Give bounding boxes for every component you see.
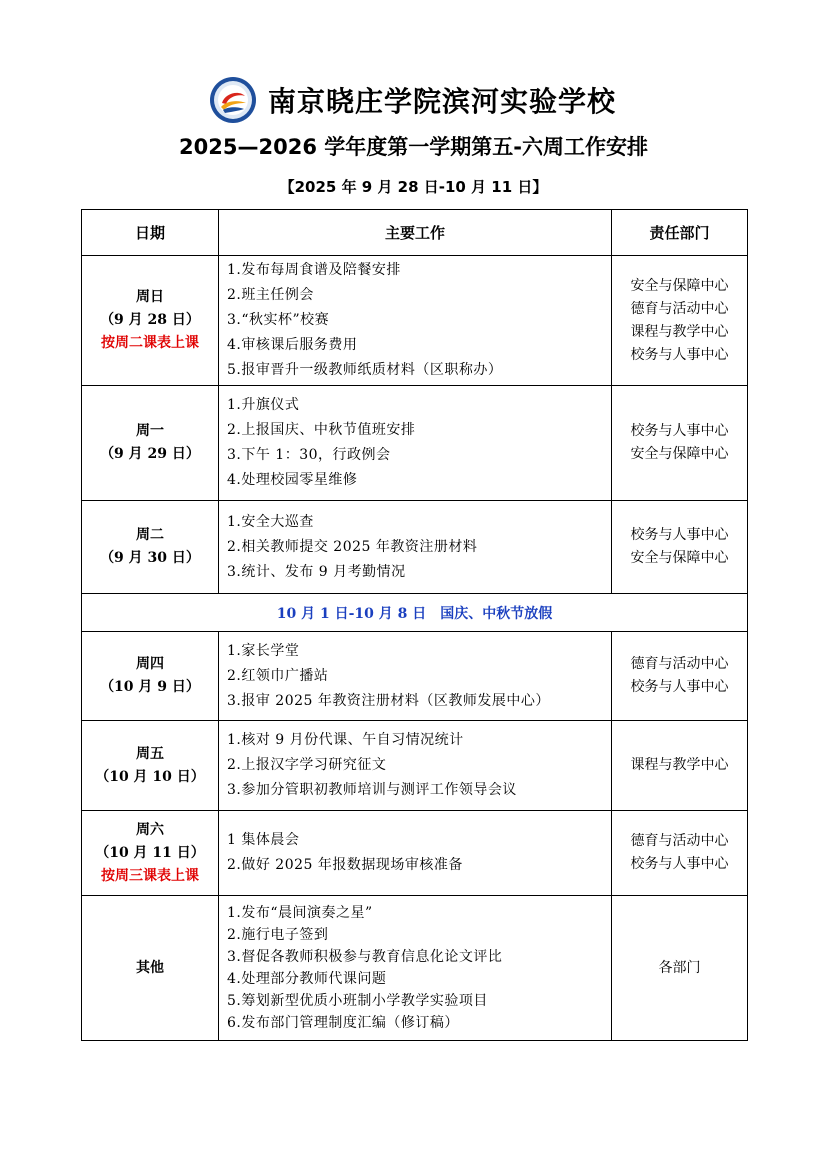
task-item: 3.下午 1：30，行政例会 xyxy=(227,447,391,463)
document-title: 2025—2026 学年度第一学期第五-六周工作安排 xyxy=(179,135,648,159)
dept-item: 安全与保障中心 xyxy=(630,277,729,294)
dept-item: 各部门 xyxy=(658,959,701,976)
task-item: 4.审核课后服务费用 xyxy=(227,337,358,353)
task-item: 2.做好 2025 年报数据现场审核准备 xyxy=(227,857,463,873)
holiday-row xyxy=(82,594,748,632)
table-row xyxy=(82,501,748,594)
tasks-cell xyxy=(219,811,612,896)
task-item: 2.上报汉字学习研究征文 xyxy=(227,757,387,773)
dept-item: 校务与人事中心 xyxy=(630,679,729,695)
day-date: （9 月 28 日） xyxy=(100,312,200,328)
task-item: 4.处理校园零星维修 xyxy=(227,472,358,488)
school-name: 南京晓庄学院滨河实验学校 xyxy=(268,85,617,118)
table-header-row xyxy=(82,210,748,256)
task-item: 1.家长学堂 xyxy=(227,642,300,659)
day-cell xyxy=(82,811,219,896)
schedule-note: 按周二课表上课 xyxy=(101,335,199,351)
day-cell xyxy=(82,386,219,501)
schedule-table xyxy=(81,209,748,1041)
dept-cell xyxy=(612,386,748,501)
schedule-note: 按周三课表上课 xyxy=(101,867,199,884)
column-header-work: 主要工作 xyxy=(219,210,612,256)
day-date: （10 月 11 日） xyxy=(95,844,205,861)
task-item: 1 集体晨会 xyxy=(227,832,300,848)
task-item: 2.相关教师提交 2025 年教资注册材料 xyxy=(227,538,478,555)
day-cell xyxy=(82,632,219,721)
task-item: 3.参加分管职初教师培训与测评工作领导会议 xyxy=(227,782,517,798)
task-item: 3.“秋实杯”校赛 xyxy=(227,312,330,328)
table-row xyxy=(82,632,748,721)
tasks-cell xyxy=(219,256,612,386)
task-item: 2.上报国庆、中秋节值班安排 xyxy=(227,422,416,438)
task-item: 1.核对 9 月份代课、午自习情况统计 xyxy=(227,732,464,748)
day-label: 周一 xyxy=(136,423,164,439)
dept-item: 德育与活动中心 xyxy=(630,656,729,672)
task-item: 2.施行电子签到 xyxy=(227,927,329,943)
dept-item: 校务与人事中心 xyxy=(630,856,729,872)
day-cell xyxy=(82,721,219,811)
tasks-cell xyxy=(219,632,612,721)
dept-item: 校务与人事中心 xyxy=(630,423,729,439)
task-item: 1.发布“晨间演奏之星” xyxy=(227,905,373,921)
dept-cell xyxy=(612,632,748,721)
dept-cell xyxy=(612,811,748,896)
task-item: 5.筹划新型优质小班制小学教学实验项目 xyxy=(227,993,488,1009)
task-item: 3.督促各教师积极参与教育信息化论文评比 xyxy=(227,949,503,965)
dept-cell xyxy=(612,721,748,811)
task-item: 2.红领巾广播站 xyxy=(227,667,329,684)
tasks-cell xyxy=(219,721,612,811)
holiday-notice: 10 月 1 日-10 月 8 日 国庆、中秋节放假 xyxy=(82,594,748,632)
table-row xyxy=(82,721,748,811)
dept-cell xyxy=(612,501,748,594)
dept-cell xyxy=(612,256,748,386)
day-label: 周六 xyxy=(136,821,164,838)
dept-item: 安全与保障中心 xyxy=(630,550,729,566)
school-logo-icon xyxy=(209,76,257,124)
day-date: （9 月 30 日） xyxy=(100,550,200,566)
day-date: （10 月 9 日） xyxy=(100,679,200,695)
day-label: 其他 xyxy=(136,959,164,976)
day-cell xyxy=(82,501,219,594)
day-label: 周二 xyxy=(136,527,164,543)
task-item: 1.升旗仪式 xyxy=(227,397,300,413)
dept-item: 课程与教学中心 xyxy=(630,757,729,773)
table-row xyxy=(82,256,748,386)
task-item: 3.统计、发布 9 月考勤情况 xyxy=(227,563,406,580)
document-header xyxy=(0,74,827,126)
task-item: 5.报审晋升一级教师纸质材料（区职称办） xyxy=(227,362,503,378)
task-item: 1.发布每周食谱及陪餐安排 xyxy=(227,262,401,278)
dept-item: 校务与人事中心 xyxy=(630,527,729,543)
tasks-cell xyxy=(219,896,612,1041)
tasks-cell xyxy=(219,386,612,501)
tasks-cell xyxy=(219,501,612,594)
dept-item: 德育与活动中心 xyxy=(630,833,729,849)
day-cell xyxy=(82,896,219,1041)
dept-cell xyxy=(612,896,748,1041)
column-header-date: 日期 xyxy=(82,210,219,256)
table-row xyxy=(82,896,748,1041)
task-item: 1.安全大巡查 xyxy=(227,513,314,530)
day-label: 周五 xyxy=(136,745,164,762)
day-date: （9 月 29 日） xyxy=(100,446,200,462)
dept-item: 安全与保障中心 xyxy=(630,446,729,462)
day-label: 周日 xyxy=(136,289,164,305)
task-item: 2.班主任例会 xyxy=(227,287,314,303)
column-header-dept: 责任部门 xyxy=(612,210,748,256)
date-range: 【2025 年 9 月 28 日-10 月 11 日】 xyxy=(279,178,548,196)
table-row xyxy=(82,811,748,896)
dept-item: 校务与人事中心 xyxy=(630,346,729,363)
day-date: （10 月 10 日） xyxy=(95,768,205,785)
day-label: 周四 xyxy=(136,656,164,672)
task-item: 6.发布部门管理制度汇编（修订稿） xyxy=(227,1015,459,1031)
day-cell xyxy=(82,256,219,386)
dept-item: 德育与活动中心 xyxy=(630,300,729,317)
table-row xyxy=(82,386,748,501)
task-item: 3.报审 2025 年教资注册材料（区教师发展中心） xyxy=(227,692,550,709)
task-item: 4.处理部分教师代课问题 xyxy=(227,971,387,987)
dept-item: 课程与教学中心 xyxy=(630,323,729,340)
